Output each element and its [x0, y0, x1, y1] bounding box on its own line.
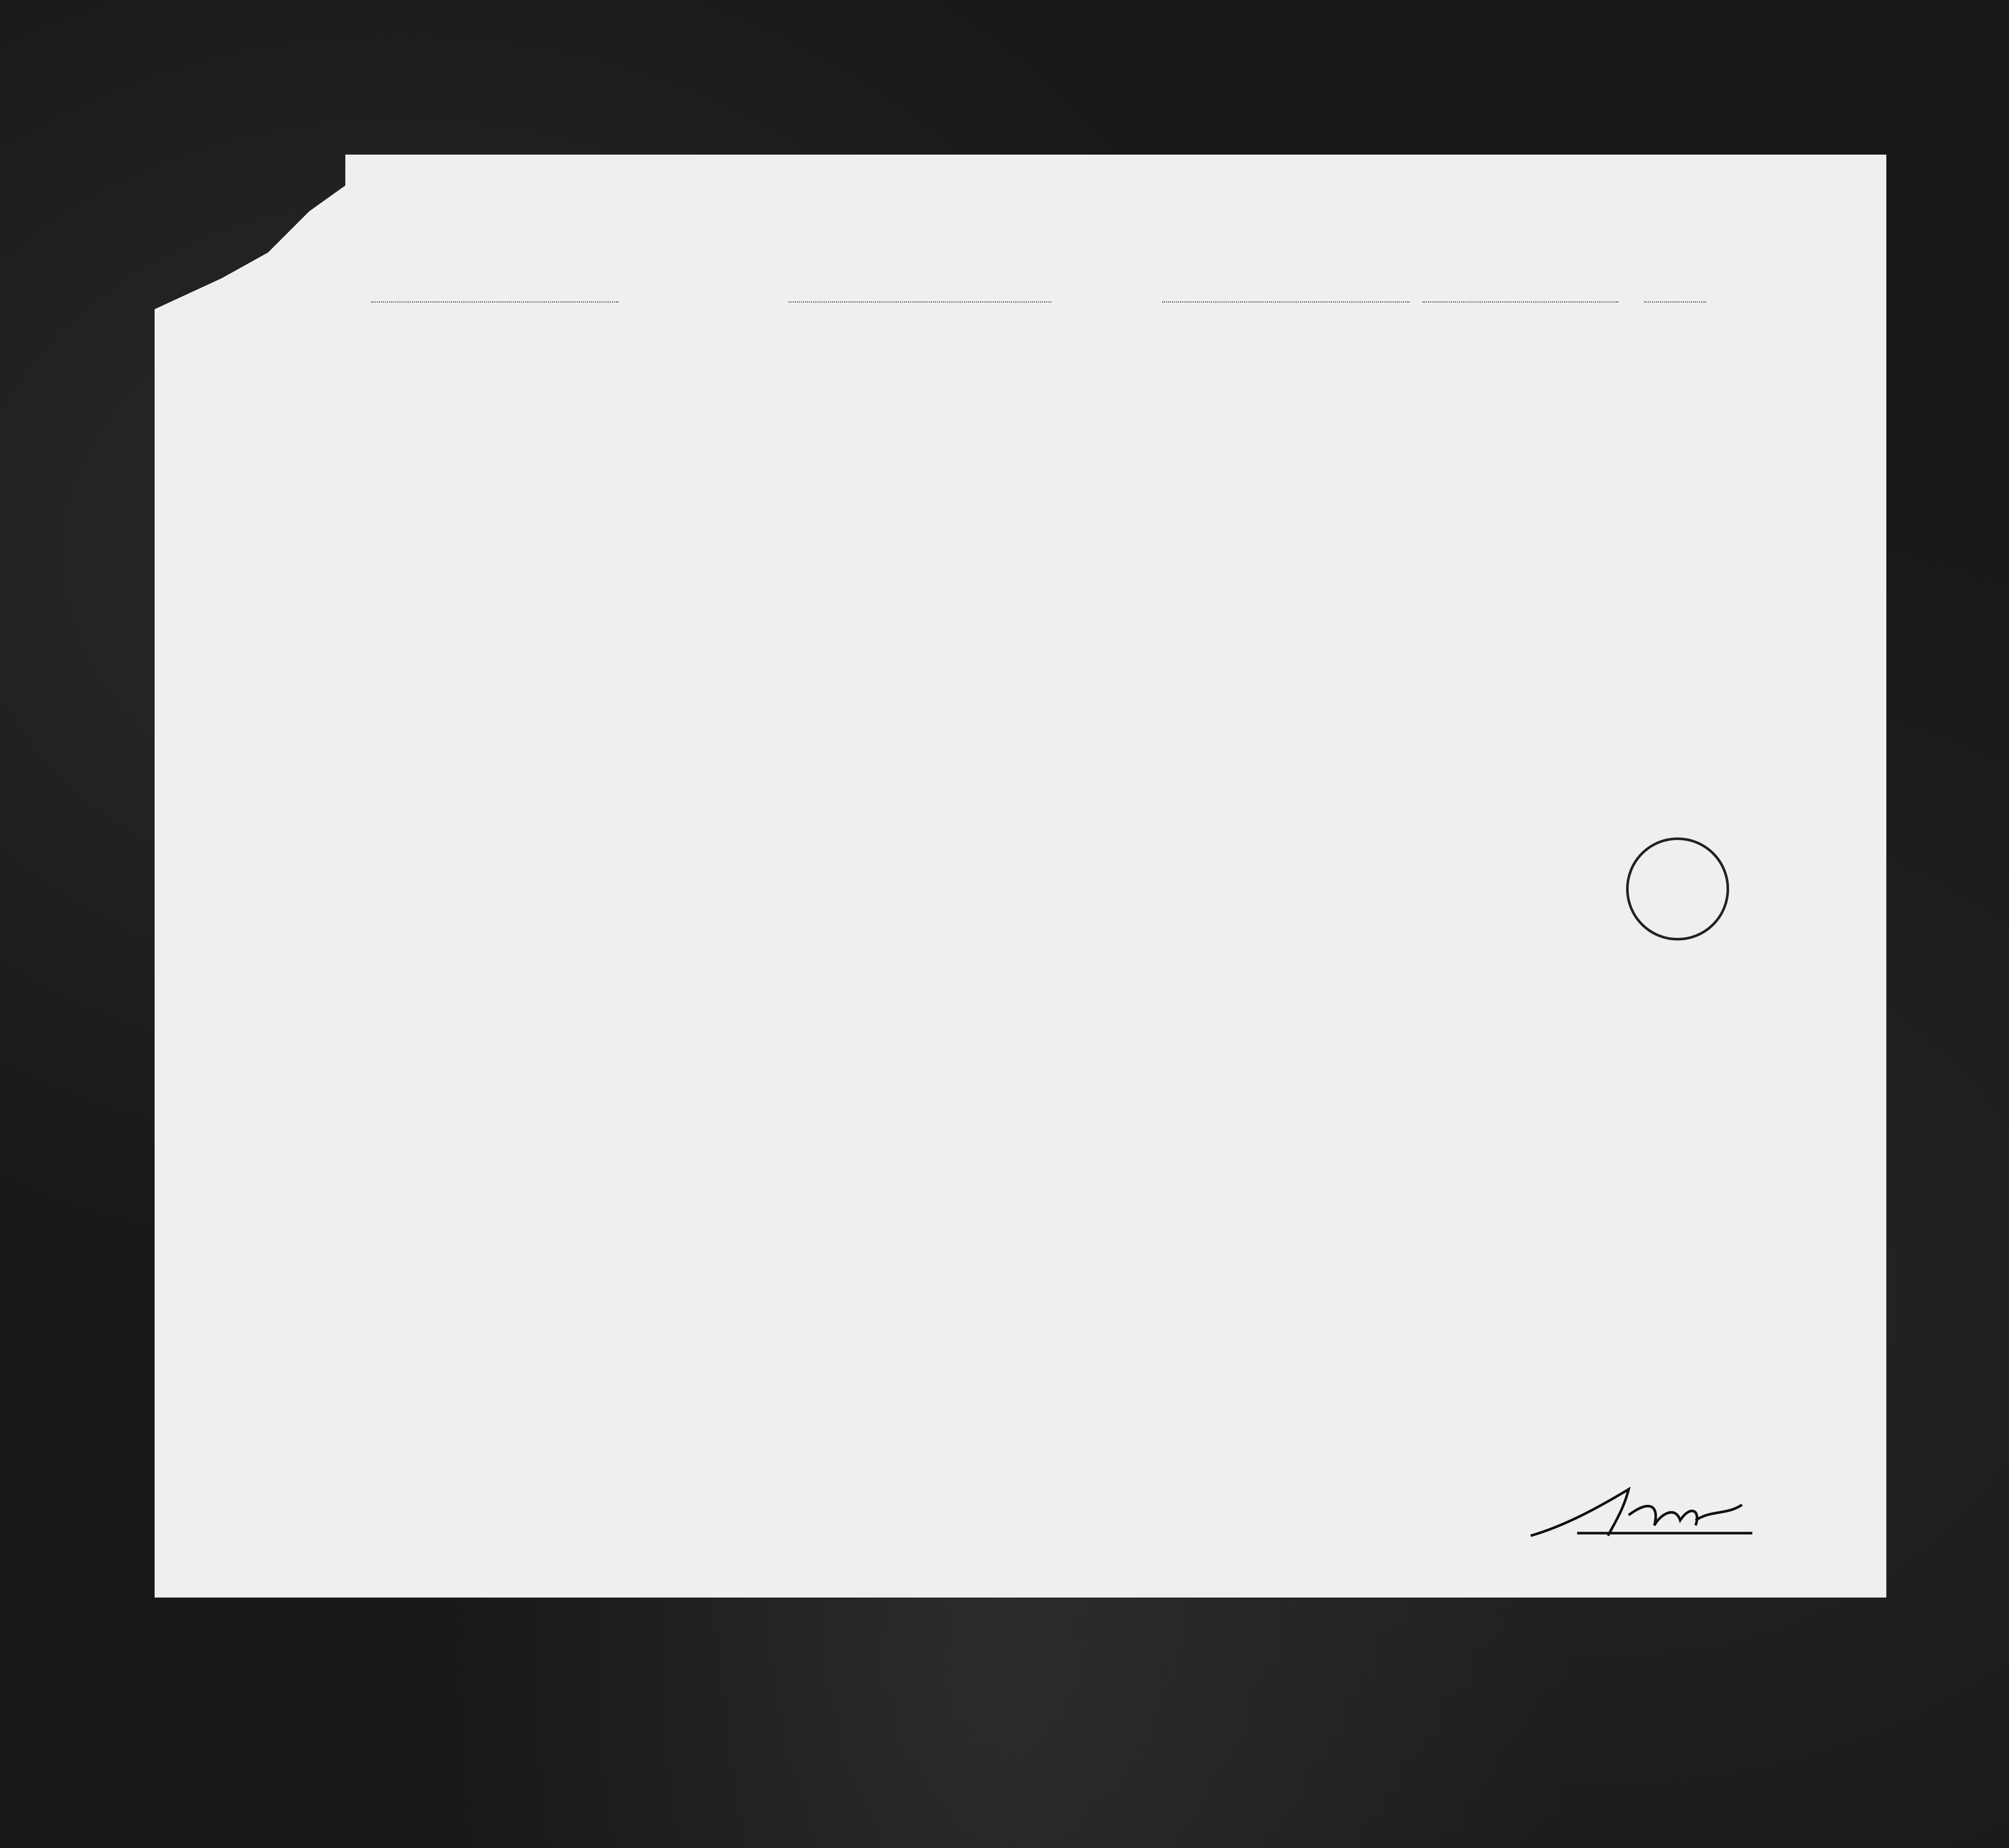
consulate-seal [1626, 837, 1729, 940]
officer-signature [1526, 1484, 1763, 1546]
